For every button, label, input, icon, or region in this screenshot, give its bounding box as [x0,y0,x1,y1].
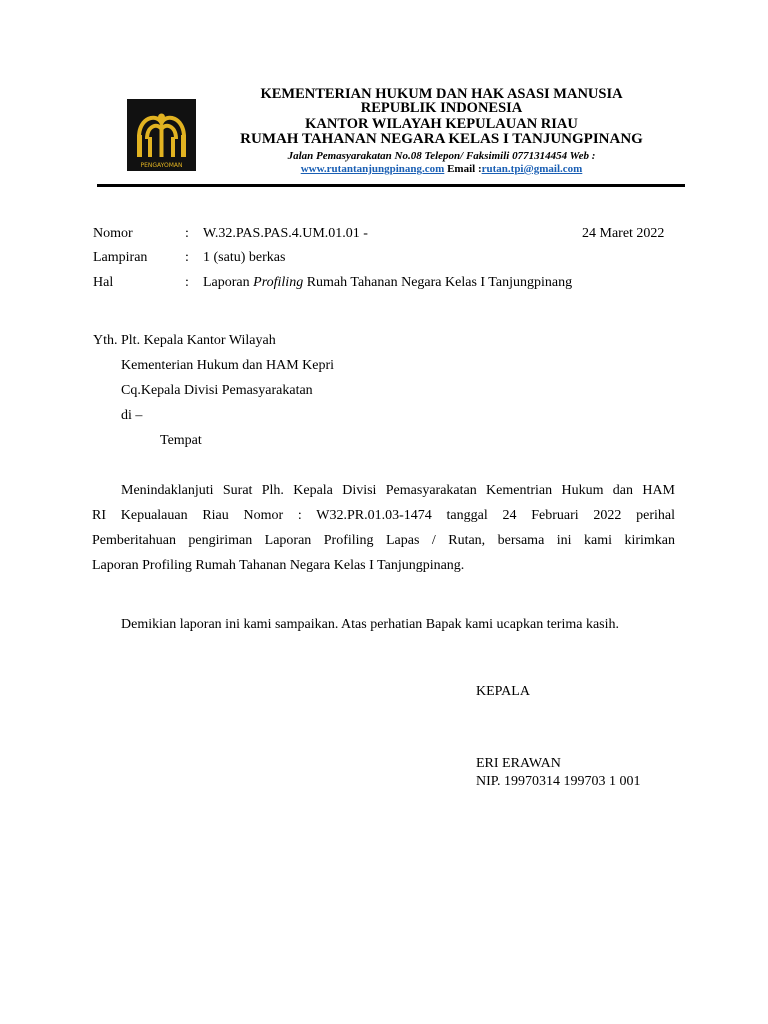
letterhead-institution: RUMAH TAHANAN NEGARA KELAS I TANJUNGPINANG [240,131,643,147]
signatory-nip: NIP. 19970314 199703 1 001 [476,774,641,789]
letterhead-address: Jalan Pemasyarakatan No.08 Telepon/ Faksimili 0771314454 Web : [287,150,596,162]
recipient-line-1: Yth. Plt. Kepala Kantor Wilayah [93,333,276,348]
body-paragraph-1-line-1: Menindaklanjuti Surat Plh. Kepala Divisi Pemasyarakatan Kementrian Hukum dan HAM [121,483,675,498]
nomor-value: W.32.PAS.PAS.4.UM.01.01 - [203,226,368,241]
body-paragraph-1-line-3: Pemberitahuan pengiriman Laporan Profiling Lapas / Rutan, bersama ini kami kirimkan [92,533,675,548]
body-paragraph-1-line-4: Laporan Profiling Rumah Tahanan Negara Kelas I Tanjungpinang. [92,558,465,573]
letterhead-regional-office: KANTOR WILAYAH KEPULAUAN RIAU [305,116,578,132]
logo-text: PENGAYOMAN [140,162,183,169]
hal-italic: Profiling [253,275,304,290]
body-paragraph-1-line-2: RI Kepualauan Riau Nomor : W32.PR.01.03-1474 tanggal 24 Februari 2022 perihal [92,508,675,523]
recipient-line-3: Cq.Kepala Divisi Pemasyarakatan [121,383,313,398]
hal-prefix: Laporan [203,275,254,290]
recipient-place: Tempat [160,433,202,448]
nomor-label: Nomor [93,226,133,241]
website-link[interactable]: www.rutantanjungpinang.com [300,163,445,175]
email-link[interactable]: rutan.tpi@gmail.com [481,163,583,175]
pengayoman-logo [127,99,196,171]
body-paragraph-2: Demikian laporan ini kami sampaikan. Atas perhatian Bapak kami ucapkan terima kasih. [121,617,620,632]
letterhead-country: REPUBLIK INDONESIA [360,100,523,116]
email-label: Email : [447,163,482,175]
lampiran-label: Lampiran [93,250,148,265]
letterhead-contact [200,163,683,175]
letterhead-divider [97,184,685,187]
hal-colon: : [185,275,189,290]
recipient-line-2: Kementerian Hukum dan HAM Kepri [121,358,335,373]
hal-suffix: Rumah Tahanan Negara Kelas I Tanjungpinang [303,275,573,290]
lampiran-colon: : [185,250,189,265]
letter-date: 24 Maret 2022 [582,226,665,241]
lampiran-value: 1 (satu) berkas [203,250,286,265]
signature-title: KEPALA [476,684,530,699]
signatory-name: ERI ERAWAN [476,756,561,771]
hal-label: Hal [93,275,114,290]
hal-value [203,275,572,291]
letterhead-ministry: KEMENTERIAN HUKUM DAN HAK ASASI MANUSIA [260,86,623,102]
recipient-line-4: di – [121,408,143,423]
nomor-colon: : [185,226,189,241]
